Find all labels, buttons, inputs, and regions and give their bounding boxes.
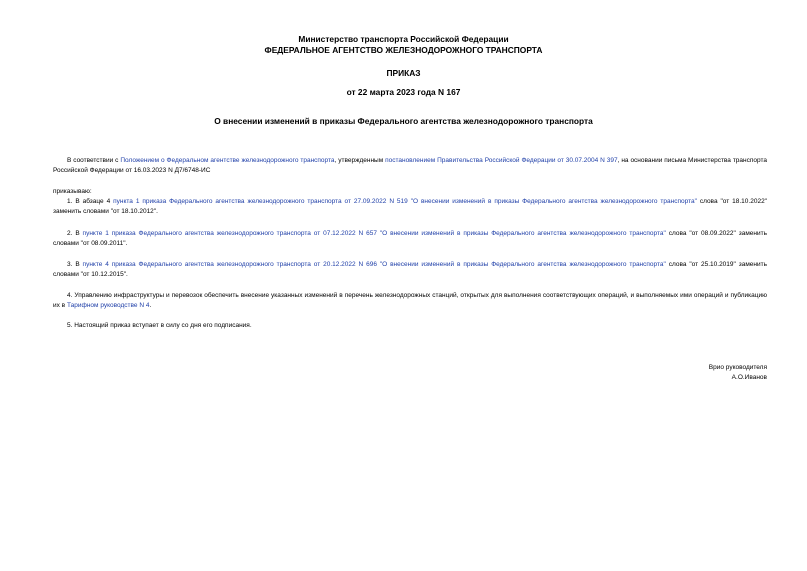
doc-type: ПРИКАЗ <box>386 68 421 78</box>
item-1 <box>53 197 767 216</box>
item-2-text-2: слова "от 08.09.2022" заменить словами "от 08.09.2011". <box>53 230 767 247</box>
preamble-text-2: , утвержденным <box>334 157 386 164</box>
preamble-text-1: В соответствии с <box>67 157 121 164</box>
ministry-name: Министерство транспорта Российской Федерации <box>298 34 509 44</box>
item-4-text-2: . <box>149 301 152 309</box>
item-1-text-2: слова "от 18.10.2022" заменить словами "от 18.10.2012". <box>53 198 767 215</box>
item-5-text: 5. Настоящий приказ вступает в силу со дня его подписания. <box>67 322 252 329</box>
item-1-link[interactable]: пункта 1 приказа Федерального агентства железнодорожного транспорта от 27.09.2022 N 519 "О внесении изменений в приказы Федерального агентства железнодорожного транспорта" <box>113 198 697 205</box>
preamble-paragraph <box>53 156 767 175</box>
item-2-text-1: 2. В <box>67 230 83 237</box>
item-4 <box>53 291 767 310</box>
item-3-text-2: слова "от 25.10.2019" заменить словами "от 10.12.2015". <box>53 261 767 278</box>
tariff-guide-link[interactable]: Тарифном руководстве N 4 <box>66 301 150 309</box>
item-1-text-1: 1. В абзаце 4 <box>67 198 114 205</box>
government-decree-link[interactable]: постановлением Правительства Российской Федерации от 30.07.2004 N 397 <box>385 157 618 164</box>
regulation-link[interactable]: Положением о Федеральном агентстве железнодорожного транспорта <box>120 157 335 164</box>
item-5 <box>53 321 767 331</box>
item-3-link[interactable]: пункте 4 приказа Федерального агентства железнодорожного транспорта от 20.12.2022 N 696 "О внесении изменений в приказы Федерального агентства железнодорожного транспорта" <box>82 261 666 268</box>
doc-date-number: от 22 марта 2023 года N 167 <box>346 87 461 97</box>
signatory-name: А.О.Иванов <box>731 374 767 381</box>
item-3-text-1: 3. В <box>67 261 83 268</box>
item-3 <box>53 260 767 279</box>
doc-title: О внесении изменений в приказы Федерального агентства железнодорожного транспорта <box>214 116 593 126</box>
item-4-text-1: 4. Управлению инфраструктуры и перевозок обеспечить внесение указанных изменений в перечень железнодорожных станций, открытых для выполнения соответствующих операций, и выполняемых ими операций и публикацию их в <box>53 292 767 309</box>
signatory-position: Врио руководителя <box>708 364 767 371</box>
order-word: приказываю: <box>53 188 92 195</box>
preamble-text-3: , на основании письма Министерства транспорта Российской Федерации от 16.03.2023 N Д7/6748-ИС <box>53 157 767 174</box>
item-2-link[interactable]: пункте 1 приказа Федерального агентства железнодорожного транспорта от 07.12.2022 N 657 "О внесении изменений в приказы Федерального агентства железнодорожного транспорта" <box>82 230 666 237</box>
agency-name: ФЕДЕРАЛЬНОЕ АГЕНТСТВО ЖЕЛЕЗНОДОРОЖНОГО ТРАНСПОРТА <box>264 45 543 55</box>
item-2 <box>53 229 767 248</box>
